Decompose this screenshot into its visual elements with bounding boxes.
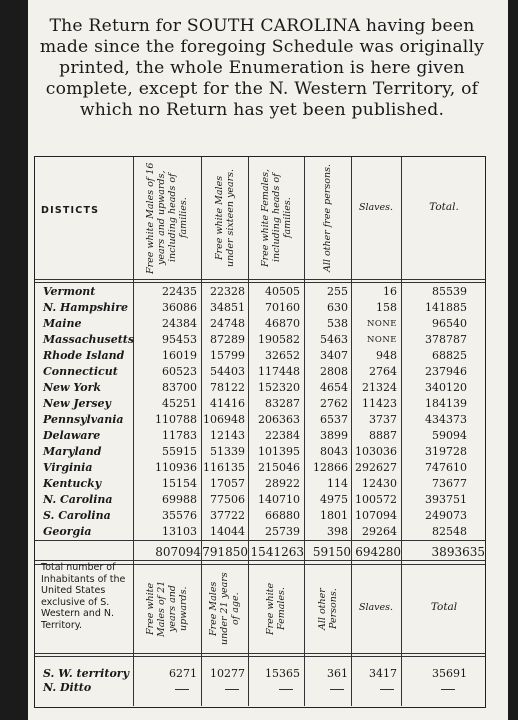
cell-s: 948 xyxy=(376,349,397,362)
row-name: S. Carolina xyxy=(43,509,111,522)
cell-s: 8887 xyxy=(369,429,397,442)
cell-m16: 24384 xyxy=(162,317,197,330)
cell-s: 100572 xyxy=(355,493,397,506)
cell-s: 292627 xyxy=(355,461,397,474)
cell-mu16: 77506 xyxy=(210,493,245,506)
cell-f: 101395 xyxy=(258,445,300,458)
dash-mark xyxy=(441,689,455,690)
cell-f: 46870 xyxy=(265,317,300,330)
cell-s: 21324 xyxy=(362,381,397,394)
cell-mu16: 41416 xyxy=(210,397,245,410)
bottom-header-males-under-21: Free Males under 21 years of age. xyxy=(208,572,241,646)
row-name: New York xyxy=(43,381,102,394)
dash-mark xyxy=(330,689,344,690)
cell-mu16: 15799 xyxy=(210,349,245,362)
cell-m16: 11783 xyxy=(162,429,197,442)
cell-s: 107094 xyxy=(355,509,397,522)
row-name: Georgia xyxy=(43,525,92,538)
bottom-header-other-persons: All other Persons. xyxy=(316,588,339,630)
row-name: Vermont xyxy=(43,285,96,298)
cell-o: 12866 xyxy=(313,461,348,474)
header-males-16-up: Free white Males of 16 years and upwards, including heads of families. xyxy=(145,162,189,274)
table-row xyxy=(35,349,487,363)
cell-mu16: 34851 xyxy=(210,301,245,314)
total-males-16-up: 807094 xyxy=(155,545,201,559)
cell-s: 158 xyxy=(376,301,397,314)
cell-t: 378787 xyxy=(425,333,467,346)
table-row xyxy=(35,317,487,331)
cell-o: 2808 xyxy=(320,365,348,378)
cell-m16: 36086 xyxy=(162,301,197,314)
row-name: Kentucky xyxy=(43,477,102,490)
cell-s: 2764 xyxy=(369,365,397,378)
table-row xyxy=(35,445,487,459)
cell-mu16: 17057 xyxy=(210,477,245,490)
cell-mu16: 106948 xyxy=(203,413,245,426)
cell-t: 82548 xyxy=(432,525,467,538)
totals-rule xyxy=(35,560,485,561)
cell-s: NONE xyxy=(366,319,397,329)
table-row xyxy=(35,397,487,411)
row-name: Rhode Island xyxy=(43,349,125,362)
cell-s: NONE xyxy=(366,335,397,345)
districts-header: DISTICTS xyxy=(41,205,100,216)
cell-o: 4975 xyxy=(320,493,348,506)
bottom-header-males-21-up: Free white Males of 21 years and upwards. xyxy=(145,580,189,638)
row-name: N. Hampshire xyxy=(43,301,129,314)
cell-mu16: 24748 xyxy=(210,317,245,330)
cell-m16: 35576 xyxy=(162,509,197,522)
cell-t: 319728 xyxy=(425,445,467,458)
table-row xyxy=(35,381,487,395)
cell-f: 83287 xyxy=(265,397,300,410)
cell-mu16: 22328 xyxy=(210,285,245,298)
cell-mu16: 51339 xyxy=(210,445,245,458)
cell-s: 29264 xyxy=(362,525,397,538)
cell-f: 70160 xyxy=(265,301,300,314)
cell-f: 40505 xyxy=(265,285,300,298)
cell-m16: 22435 xyxy=(162,285,197,298)
cell-t: 68825 xyxy=(432,349,467,362)
total-other-free: 59150 xyxy=(312,545,351,559)
cell-t: 141885 xyxy=(425,301,467,314)
cell-f: 190582 xyxy=(258,333,300,346)
cell-f: 140710 xyxy=(258,493,300,506)
cell-m16: 110936 xyxy=(155,461,197,474)
heading-paragraph: The Return for SOUTH CAROLINA having been made since the foregoing Schedule was originally printed, the whole Enumeration is here given complete, except for the N. Western Territory, of which no Return has yet been published. xyxy=(39,16,485,120)
bottom-header-rule xyxy=(35,653,485,654)
bottom-header-rule xyxy=(35,656,485,657)
cell-t: 747610 xyxy=(425,461,467,474)
bottom-label: Total number of Inhabitants of the United States exclusive of S. Western and N. Territory. xyxy=(41,562,126,631)
header-slaves: Slaves. xyxy=(358,201,394,213)
cell-o: 3899 xyxy=(320,429,348,442)
cell-m16: 60523 xyxy=(162,365,197,378)
cell-m16: 55915 xyxy=(162,445,197,458)
cell-f: 22384 xyxy=(265,429,300,442)
cell-f: 28922 xyxy=(265,477,300,490)
cell-t: 434373 xyxy=(425,413,467,426)
table-row xyxy=(35,333,487,347)
table-row xyxy=(35,365,487,379)
cell-s: 12430 xyxy=(362,477,397,490)
row-name: Delaware xyxy=(43,429,101,442)
totals-row xyxy=(35,545,487,559)
row-n-ditto xyxy=(35,681,487,695)
row-sw-territory: S. W. territory 6271 10277 15365 361 3417 35691 xyxy=(43,667,467,680)
bottom-header-total: Total xyxy=(430,600,458,613)
cell-f: 25739 xyxy=(265,525,300,538)
dash-mark xyxy=(175,689,189,690)
cell-t: 59094 xyxy=(432,429,467,442)
cell-s: 3737 xyxy=(369,413,397,426)
cell-o: 8043 xyxy=(320,445,348,458)
cell-t: 249073 xyxy=(425,509,467,522)
table-row xyxy=(35,285,487,299)
cell-m16: 13103 xyxy=(162,525,197,538)
cell-t: 340120 xyxy=(425,381,467,394)
cell-mu16: 37722 xyxy=(210,509,245,522)
cell-m16: 69988 xyxy=(162,493,197,506)
row-name: Maine xyxy=(43,317,82,330)
row-name: S. W. territory xyxy=(43,667,129,680)
cell-mu16: 14044 xyxy=(210,525,245,538)
row-name: Maryland xyxy=(43,445,102,458)
row-name: Pennsylvania xyxy=(43,413,124,426)
row-name: Virginia xyxy=(43,461,93,474)
row-name: N. Carolina xyxy=(43,493,113,506)
row-name: Massachusetts xyxy=(43,333,135,346)
total-slaves: 694280 xyxy=(355,545,401,559)
cell-m16: 110788 xyxy=(155,413,197,426)
header-females: Free white Females, including heads of families. xyxy=(259,168,293,268)
cell-m16: 15154 xyxy=(162,477,197,490)
cell-mu16: 54403 xyxy=(210,365,245,378)
total-males-under-16: 791850 xyxy=(202,545,248,559)
dash-mark xyxy=(380,689,394,690)
cell-t: 73677 xyxy=(432,477,467,490)
cell-o: 114 xyxy=(327,477,348,490)
total-females: 1541263 xyxy=(250,545,304,559)
cell-mu16: 116135 xyxy=(203,461,245,474)
cell-o: 538 xyxy=(327,317,348,330)
cell-f: 152320 xyxy=(258,381,300,394)
cell-mu16: 78122 xyxy=(210,381,245,394)
cell-f: 117448 xyxy=(258,365,300,378)
table-row xyxy=(35,301,487,315)
dash-mark xyxy=(279,689,293,690)
cell-s: 103036 xyxy=(355,445,397,458)
cell-o: 4654 xyxy=(320,381,348,394)
header-total: Total. xyxy=(429,200,459,213)
cell-t: 85539 xyxy=(432,285,467,298)
header-males-under-16: Free white Males under sixteen years. xyxy=(213,168,236,268)
census-table xyxy=(34,156,486,708)
table-row xyxy=(35,461,487,475)
cell-m16: 16019 xyxy=(162,349,197,362)
cell-t: 393751 xyxy=(425,493,467,506)
dash-mark xyxy=(225,689,239,690)
bottom-header-females: Free white Females. xyxy=(265,582,287,636)
totals-rule xyxy=(35,540,485,541)
grand-total: 3893635 xyxy=(431,545,485,559)
cell-f: 66880 xyxy=(265,509,300,522)
table-row xyxy=(35,429,487,443)
cell-o: 1801 xyxy=(320,509,348,522)
header-rule xyxy=(35,279,485,280)
cell-o: 5463 xyxy=(320,333,348,346)
cell-t: 237946 xyxy=(425,365,467,378)
cell-s: 16 xyxy=(383,285,397,298)
header-other-free: All other free persons. xyxy=(322,164,333,272)
table-row xyxy=(35,413,487,427)
header-rule xyxy=(35,282,485,283)
table-row xyxy=(35,525,487,539)
cell-m16: 95453 xyxy=(162,333,197,346)
cell-t: 96540 xyxy=(432,317,467,330)
cell-o: 3407 xyxy=(320,349,348,362)
table-row xyxy=(35,509,487,523)
cell-f: 215046 xyxy=(258,461,300,474)
cell-mu16: 87289 xyxy=(210,333,245,346)
cell-m16: 45251 xyxy=(162,397,197,410)
cell-o: 255 xyxy=(327,285,348,298)
cell-o: 2762 xyxy=(320,397,348,410)
table-row xyxy=(35,477,487,491)
row-name: Connecticut xyxy=(43,365,118,378)
bottom-header-slaves: Slaves. xyxy=(358,601,394,613)
table-row xyxy=(35,493,487,507)
cell-t: 184139 xyxy=(425,397,467,410)
cell-o: 6537 xyxy=(320,413,348,426)
row-name: New Jersey xyxy=(43,397,111,410)
cell-s: 11423 xyxy=(362,397,397,410)
cell-f: 32652 xyxy=(265,349,300,362)
cell-o: 398 xyxy=(327,525,348,538)
cell-f: 206363 xyxy=(258,413,300,426)
row-name: N. Ditto xyxy=(43,681,92,694)
cell-mu16: 12143 xyxy=(210,429,245,442)
cell-m16: 83700 xyxy=(162,381,197,394)
cell-o: 630 xyxy=(327,301,348,314)
